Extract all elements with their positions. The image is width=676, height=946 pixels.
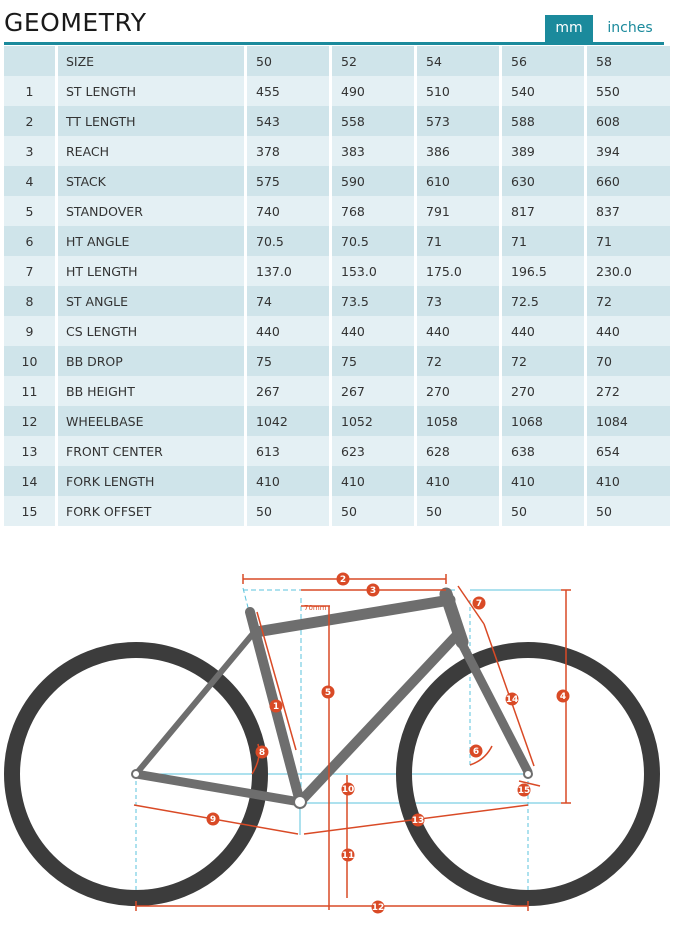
row-value: 638 bbox=[502, 436, 587, 466]
row-value: 72 bbox=[417, 346, 502, 376]
row-label: FRONT CENTER bbox=[58, 436, 247, 466]
row-value: 654 bbox=[587, 436, 670, 466]
row-value: 270 bbox=[502, 376, 587, 406]
bike-frame bbox=[132, 594, 532, 808]
row-value: 153.0 bbox=[332, 256, 417, 286]
row-value: 410 bbox=[587, 466, 670, 496]
row-value: 50 bbox=[502, 496, 587, 526]
size-column-header: 58 bbox=[587, 46, 670, 76]
row-value: 196.5 bbox=[502, 256, 587, 286]
row-label: ST LENGTH bbox=[58, 76, 247, 106]
table-row bbox=[4, 166, 670, 196]
row-value: 73 bbox=[417, 286, 502, 316]
row-index: 9 bbox=[4, 316, 58, 346]
row-value: 510 bbox=[417, 76, 502, 106]
row-value: 1084 bbox=[587, 406, 670, 436]
table-header-row bbox=[4, 46, 670, 76]
dimension-marker-label: 5 bbox=[324, 688, 332, 699]
row-value: 440 bbox=[332, 316, 417, 346]
table-row bbox=[4, 316, 670, 346]
table-row bbox=[4, 256, 670, 286]
down-tube bbox=[300, 636, 456, 802]
row-value: 70.5 bbox=[247, 226, 332, 256]
row-label: BB HEIGHT bbox=[58, 376, 247, 406]
row-value: 610 bbox=[417, 166, 502, 196]
row-value: 72 bbox=[502, 346, 587, 376]
row-value: 267 bbox=[332, 376, 417, 406]
row-value: 74 bbox=[247, 286, 332, 316]
row-value: 628 bbox=[417, 436, 502, 466]
table-row bbox=[4, 406, 670, 436]
row-index: 3 bbox=[4, 136, 58, 166]
row-index: 8 bbox=[4, 286, 58, 316]
row-value: 550 bbox=[587, 76, 670, 106]
row-value: 230.0 bbox=[587, 256, 670, 286]
table-row bbox=[4, 496, 670, 526]
rear-dropout bbox=[132, 770, 140, 778]
row-value: 72.5 bbox=[502, 286, 587, 316]
row-value: 1068 bbox=[502, 406, 587, 436]
row-value: 1058 bbox=[417, 406, 502, 436]
row-label: STACK bbox=[58, 166, 247, 196]
row-index: 4 bbox=[4, 166, 58, 196]
row-value: 389 bbox=[502, 136, 587, 166]
header-divider bbox=[4, 42, 664, 45]
row-value: 588 bbox=[502, 106, 587, 136]
row-value: 660 bbox=[587, 166, 670, 196]
table-row bbox=[4, 346, 670, 376]
bottom-bracket bbox=[294, 796, 306, 808]
row-label: REACH bbox=[58, 136, 247, 166]
dimension-marker-label: 13 bbox=[411, 816, 425, 827]
row-label: STANDOVER bbox=[58, 196, 247, 226]
table-row bbox=[4, 136, 670, 166]
row-value: 410 bbox=[332, 466, 417, 496]
row-label: HT LENGTH bbox=[58, 256, 247, 286]
offset-note: 70mm bbox=[304, 604, 327, 612]
row-label: ST ANGLE bbox=[58, 286, 247, 316]
row-value: 590 bbox=[332, 166, 417, 196]
row-label: FORK OFFSET bbox=[58, 496, 247, 526]
header-size-label: SIZE bbox=[58, 46, 247, 76]
size-column-header: 52 bbox=[332, 46, 417, 76]
bike-geometry-diagram bbox=[0, 560, 676, 946]
row-index: 10 bbox=[4, 346, 58, 376]
row-value: 50 bbox=[332, 496, 417, 526]
row-index: 6 bbox=[4, 226, 58, 256]
row-value: 630 bbox=[502, 166, 587, 196]
unit-toggle-mm[interactable]: mm bbox=[545, 15, 593, 42]
dimension-marker-label: 15 bbox=[517, 786, 531, 797]
row-value: 71 bbox=[587, 226, 670, 256]
row-value: 623 bbox=[332, 436, 417, 466]
row-value: 791 bbox=[417, 196, 502, 226]
row-value: 137.0 bbox=[247, 256, 332, 286]
row-label: CS LENGTH bbox=[58, 316, 247, 346]
table-row bbox=[4, 106, 670, 136]
row-value: 75 bbox=[332, 346, 417, 376]
row-value: 386 bbox=[417, 136, 502, 166]
dimension-marker-label: 10 bbox=[341, 785, 355, 796]
row-value: 175.0 bbox=[417, 256, 502, 286]
dimension-marker-label: 1 bbox=[272, 702, 280, 713]
row-value: 410 bbox=[417, 466, 502, 496]
row-label: FORK LENGTH bbox=[58, 466, 247, 496]
row-value: 410 bbox=[502, 466, 587, 496]
row-value: 1052 bbox=[332, 406, 417, 436]
row-value: 71 bbox=[417, 226, 502, 256]
row-value: 768 bbox=[332, 196, 417, 226]
row-index: 2 bbox=[4, 106, 58, 136]
geometry-header bbox=[0, 0, 664, 42]
row-value: 75 bbox=[247, 346, 332, 376]
row-value: 73.5 bbox=[332, 286, 417, 316]
row-value: 613 bbox=[247, 436, 332, 466]
row-label: WHEELBASE bbox=[58, 406, 247, 436]
row-value: 558 bbox=[332, 106, 417, 136]
dimension-marker-label: 8 bbox=[258, 748, 266, 759]
row-label: BB DROP bbox=[58, 346, 247, 376]
row-value: 440 bbox=[417, 316, 502, 346]
row-value: 573 bbox=[417, 106, 502, 136]
table-row bbox=[4, 76, 670, 106]
table-row bbox=[4, 436, 670, 466]
size-column-header: 54 bbox=[417, 46, 502, 76]
row-value: 383 bbox=[332, 136, 417, 166]
row-value: 608 bbox=[587, 106, 670, 136]
table-row bbox=[4, 196, 670, 226]
row-value: 394 bbox=[587, 136, 670, 166]
row-value: 70.5 bbox=[332, 226, 417, 256]
row-value: 70 bbox=[587, 346, 670, 376]
row-value: 378 bbox=[247, 136, 332, 166]
row-value: 455 bbox=[247, 76, 332, 106]
row-value: 543 bbox=[247, 106, 332, 136]
row-index: 12 bbox=[4, 406, 58, 436]
dimension-marker-label: 11 bbox=[341, 851, 355, 862]
row-value: 72 bbox=[587, 286, 670, 316]
table-row bbox=[4, 226, 670, 256]
header-index-cell bbox=[4, 46, 58, 76]
row-index: 5 bbox=[4, 196, 58, 226]
head-tube bbox=[446, 594, 462, 642]
page-title: GEOMETRY bbox=[4, 8, 147, 37]
dimension-marker-label: 3 bbox=[369, 586, 377, 597]
dimension-marker-label: 12 bbox=[371, 903, 385, 914]
dimension-marker-label: 4 bbox=[559, 692, 567, 703]
dimension-marker-label: 14 bbox=[505, 695, 519, 706]
row-index: 15 bbox=[4, 496, 58, 526]
row-value: 440 bbox=[587, 316, 670, 346]
row-value: 267 bbox=[247, 376, 332, 406]
unit-toggle-inches[interactable]: inches bbox=[607, 20, 653, 36]
chainstay bbox=[136, 774, 300, 802]
size-column-header: 50 bbox=[247, 46, 332, 76]
row-value: 490 bbox=[332, 76, 417, 106]
dimension-marker-label: 2 bbox=[339, 575, 347, 586]
row-label: HT ANGLE bbox=[58, 226, 247, 256]
row-value: 71 bbox=[502, 226, 587, 256]
row-value: 50 bbox=[417, 496, 502, 526]
table-row bbox=[4, 466, 670, 496]
row-value: 817 bbox=[502, 196, 587, 226]
dimension-marker-label: 6 bbox=[472, 747, 480, 758]
row-value: 270 bbox=[417, 376, 502, 406]
front-dropout bbox=[524, 770, 532, 778]
row-value: 837 bbox=[587, 196, 670, 226]
row-value: 540 bbox=[502, 76, 587, 106]
row-value: 575 bbox=[247, 166, 332, 196]
row-value: 740 bbox=[247, 196, 332, 226]
row-index: 14 bbox=[4, 466, 58, 496]
row-label: TT LENGTH bbox=[58, 106, 247, 136]
row-index: 13 bbox=[4, 436, 58, 466]
row-value: 50 bbox=[247, 496, 332, 526]
row-value: 50 bbox=[587, 496, 670, 526]
row-index: 1 bbox=[4, 76, 58, 106]
row-value: 272 bbox=[587, 376, 670, 406]
dimension-marker-label: 9 bbox=[209, 815, 217, 826]
size-column-header: 56 bbox=[502, 46, 587, 76]
row-value: 410 bbox=[247, 466, 332, 496]
top-tube bbox=[256, 600, 450, 632]
row-index: 11 bbox=[4, 376, 58, 406]
row-index: 7 bbox=[4, 256, 58, 286]
geometry-table bbox=[4, 46, 670, 526]
table-row bbox=[4, 376, 670, 406]
table-row bbox=[4, 286, 670, 316]
row-value: 440 bbox=[247, 316, 332, 346]
row-value: 440 bbox=[502, 316, 587, 346]
row-value: 1042 bbox=[247, 406, 332, 436]
dimension-marker-label: 7 bbox=[475, 599, 483, 610]
